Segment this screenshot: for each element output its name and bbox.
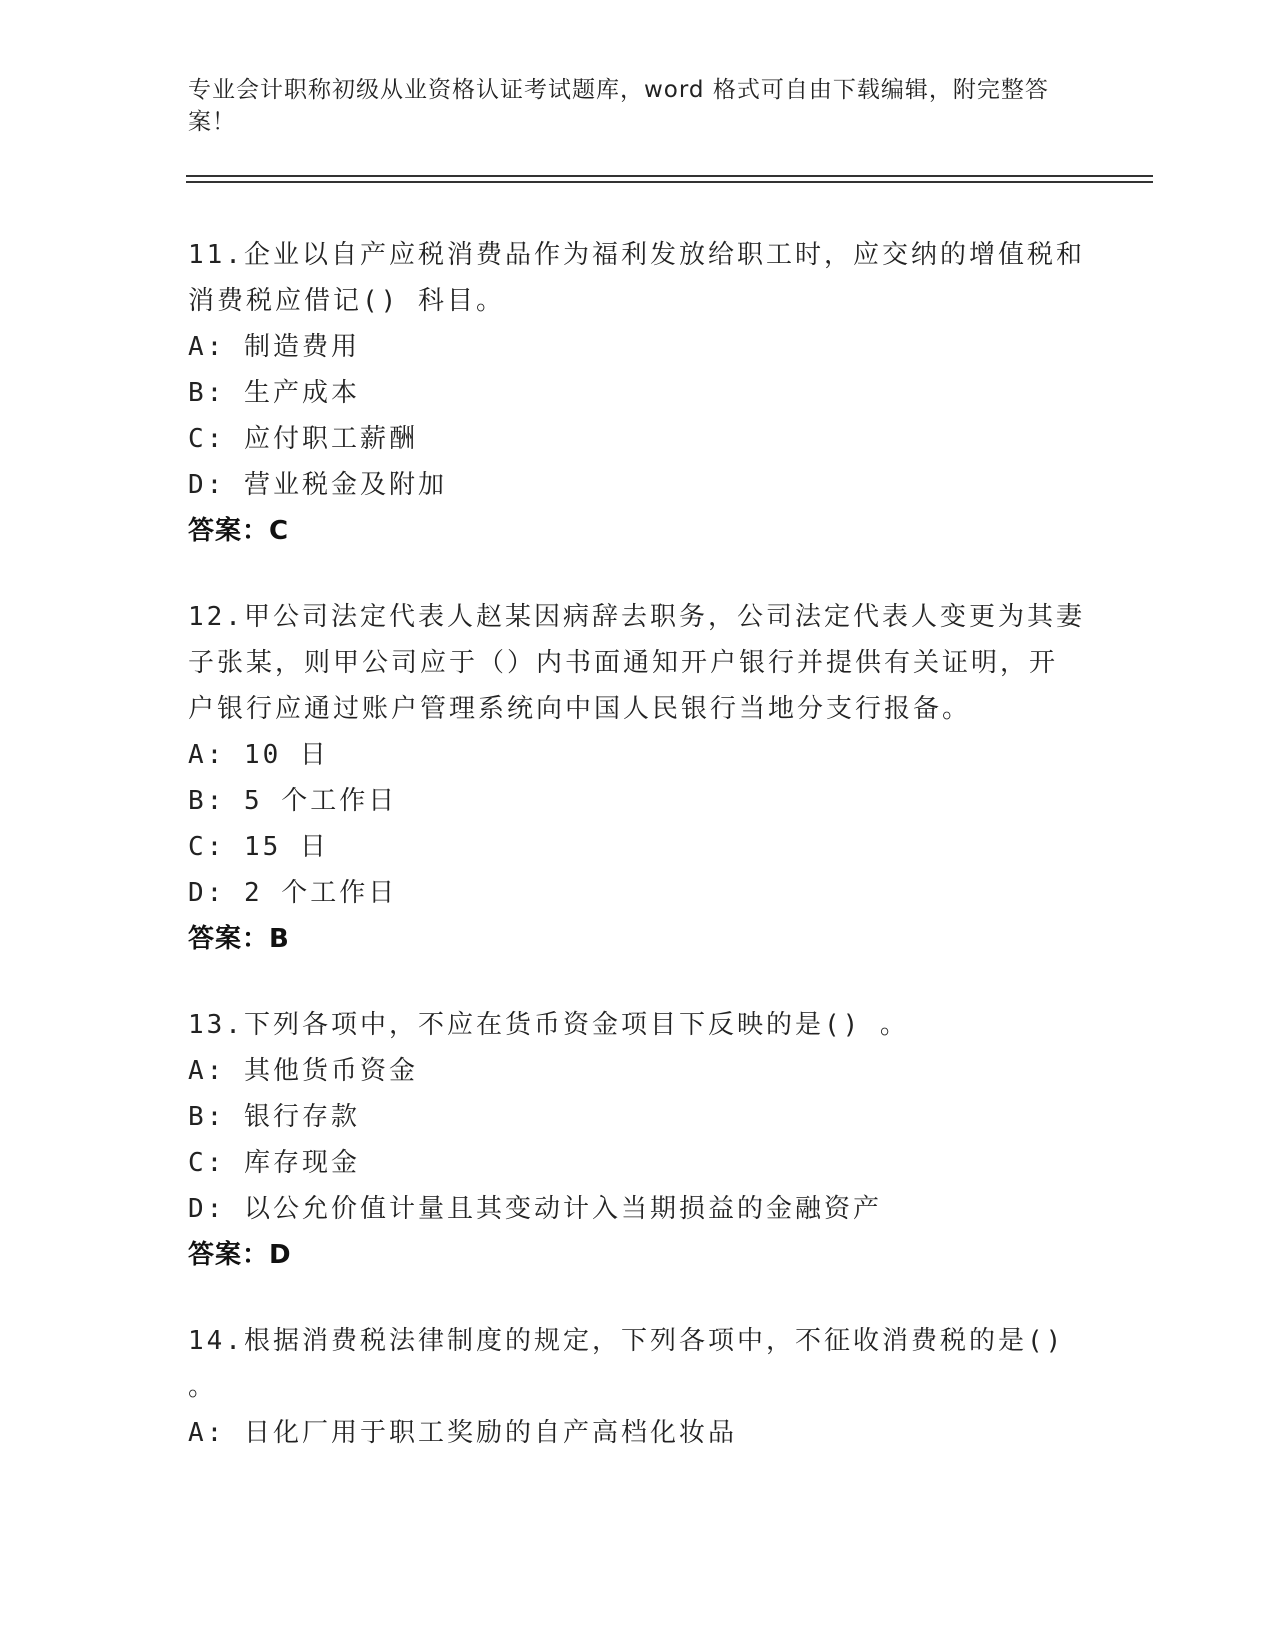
question-text-line: 13.下列各项中，不应在货币资金项目下反映的是() 。 [188, 1010, 909, 1040]
question-text-line: 。 [188, 1372, 218, 1402]
option-a: A: 其他货币资金 [188, 1056, 418, 1086]
option-d: D: 2 个工作日 [188, 878, 398, 908]
spacer [188, 962, 1088, 1002]
question-text-line: 户银行应通过账户管理系统向中国人民银行当地分支行报备。 [188, 694, 972, 724]
question-13 [188, 1002, 1088, 1278]
header-line-2: 案！ [188, 109, 236, 135]
option-d: D: 以公允价值计量且其变动计入当期损益的金融资产 [188, 1194, 882, 1224]
answer: 答案：D [188, 1240, 292, 1270]
header-line-1: 专业会计职称初级从业资格认证考试题库，word 格式可自由下载编辑，附完整答 [188, 77, 1049, 103]
option-b: B: 5 个工作日 [188, 786, 398, 816]
question-14 [188, 1318, 1088, 1456]
question-12 [188, 594, 1088, 962]
option-c: C: 库存现金 [188, 1148, 360, 1178]
document-header [188, 74, 1068, 138]
option-a: A: 10 日 [188, 740, 329, 770]
option-a: A: 日化厂用于职工奖励的自产高档化妆品 [188, 1418, 737, 1448]
question-11 [188, 232, 1088, 554]
option-b: B: 生产成本 [188, 378, 360, 408]
spacer [188, 554, 1088, 594]
answer: 答案：B [188, 924, 290, 954]
answer: 答案：C [188, 516, 290, 546]
question-text-line: 子张某，则甲公司应于（）内书面通知开户银行并提供有关证明，开 [188, 648, 1059, 678]
option-b: B: 银行存款 [188, 1102, 360, 1132]
option-a: A: 制造费用 [188, 332, 360, 362]
question-text-line: 11.企业以自产应税消费品作为福利发放给职工时，应交纳的增值税和 [188, 240, 1085, 270]
spacer [188, 1278, 1088, 1318]
header-divider-top [186, 175, 1153, 177]
question-text-line: 14.根据消费税法律制度的规定，下列各项中，不征收消费税的是() [188, 1326, 1065, 1356]
question-text-line: 12.甲公司法定代表人赵某因病辞去职务，公司法定代表人变更为其妻 [188, 602, 1085, 632]
header-divider-bottom [186, 181, 1153, 183]
option-c: C: 应付职工薪酬 [188, 424, 418, 454]
option-d: D: 营业税金及附加 [188, 470, 447, 500]
question-list [188, 232, 1088, 1456]
question-text-line: 消费税应借记() 科目。 [188, 286, 505, 316]
option-c: C: 15 日 [188, 832, 329, 862]
